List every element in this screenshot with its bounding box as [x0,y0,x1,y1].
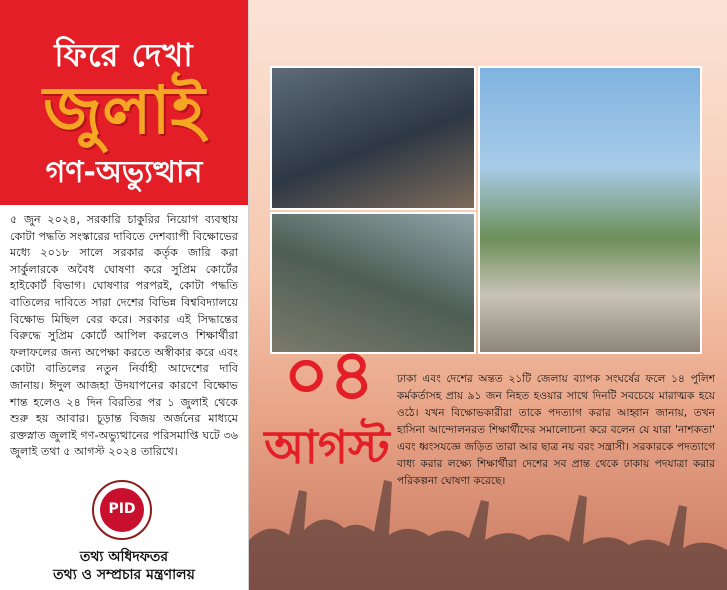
title-line-uprising: গণ-অভ্যুত্থান [45,155,203,190]
title-line-july: জুলাই [43,71,205,149]
pid-logo-emblem [100,488,144,532]
right-column [249,0,727,590]
left-column [0,0,249,590]
event-paragraph: ঢাকা এবং দেশের অন্তত ২১টি জেলায় ব্যাপক সংঘর্ষের ফলে ১৪ পুলিশ কর্মকর্তাসহ প্রায় ৯১ জন নিহত হওয়ার সাথে দিনটি সবচেয়ে মারাত্মক হয়ে ওঠে। যখন বিক্ষোভকারীরা তাকে পদত্যাগ করার আহ্বান জানায়, তখন হাসিনা আন্দোলনরত শিক্ষার্থীদের সমালোচনা করে বলেন যে যারা 'নাশকতা' এবং ধ্বংসযজ্ঞে জড়িত তারা আর ছাত্র নয় বরং সন্ত্রাসী। সরকারকে পদত্যাগে বাধ্য করার লক্ষ্যে শিক্ষার্থীরা দেশের সব প্রান্ত থেকে ঢাকায় পদযাত্রা করার পরিকল্পনা ঘোষণা করেছে। [397,373,715,487]
photo-street-clash [270,212,476,354]
date-day: ০৪ [283,334,375,416]
photo-protest-march [270,66,476,210]
intro-paragraph: ৫ জুন ২০২৪, সরকারি চাকুরির নিয়োগ ব্যবস্থায় কোটা পদ্ধতি সংস্কারের দাবিতে দেশব্যাপী বিক্ষোভের মধ্যে ২০১৮ সালে সরকার কর্তৃক জারি করা সার্কুলারকে অবৈধ ঘোষণা করে সুপ্রিম কোর্টের হাইকোর্ট বিভাগ। ঘোষণার পরপরই, কোটা পদ্ধতি বাতিলের দাবিতে সারা দেশের বিভিন্ন বিশ্ববিদ্যালয়ে বিক্ষোভ মিছিল বের করে। সরকার এই সিদ্ধান্তের বিরুদ্ধে সুপ্রিম কোর্টে আপিল করলেও শিক্ষার্থীরা ফলাফলের জন্য অপেক্ষা করতে অস্বীকার করে এবং কোটা বাতিলের নতুন নির্বাহী আদেশের দাবি জানায়। ঈদুল আজহা উদযাপনের কারণে বিক্ষোভ শান্ত হলেও ২৪ দিন বিরতির পর ১ জুলাই থেকে শুরু হয় আবার। চূড়ান্ত বিজয় অর্জনের মাধ্যমে রক্তস্নাত জুলাই গণ-অভ্যুত্থানের পরিসমাপ্তি ঘটে ৩৬ জুলাই তথা ৫ আগস্ট ২০২৪ তারিখে। [10,213,238,459]
ministry-name: তথ্য ও সম্প্রচার মন্ত্রণালয় [53,567,195,583]
pid-logo [92,480,152,540]
title-line-revisit: ফিরে দেখা [54,36,194,74]
date-month: আগস্ট [264,420,390,474]
organization-name: তথ্য অধিদফতর [79,549,169,565]
pid-logo-text: PID [108,501,136,517]
title-banner [0,0,248,205]
photo-flags-on-monument [478,66,702,354]
